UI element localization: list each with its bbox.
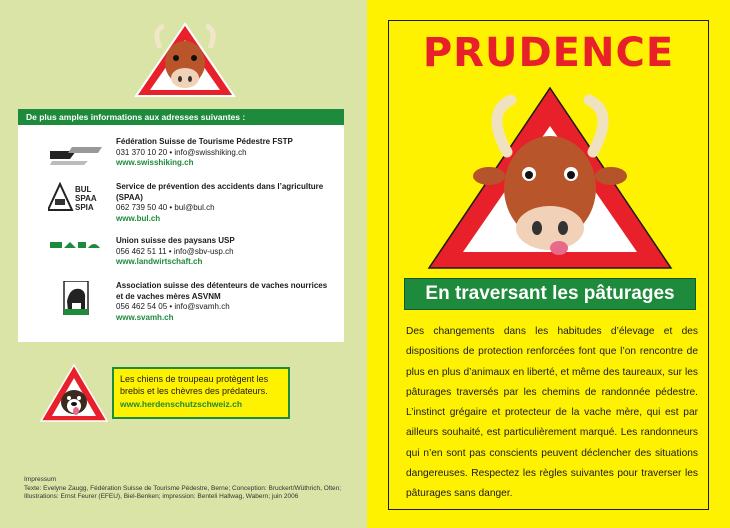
impressum-line-2: Illustrations: Ernst Feurer (EFEU), Biel-Benken; impression: Benteli Hallwag, Wabern; juin 2006	[24, 493, 299, 500]
asvnm-logo-icon	[48, 281, 104, 315]
usp-logo-icon	[48, 236, 104, 270]
spia-logo-text: SPIA	[75, 203, 94, 212]
impressum	[24, 476, 354, 502]
info-header: De plus amples informations aux adresses suivantes :	[18, 109, 344, 125]
org-website-link[interactable]: www.svamh.ch	[116, 312, 174, 322]
herd-protection-link[interactable]: www.herdenschutzschweiz.ch	[120, 399, 243, 409]
org-website-link[interactable]: www.landwirtschaft.ch	[116, 257, 203, 266]
org-website-link[interactable]: www.bul.ch	[116, 213, 161, 223]
org-contact: 056 462 54 05 • info@svamh.ch	[116, 302, 230, 311]
impressum-line-1: Texte: Evelyne Zaugg, Fédération Suisse de Tourisme Pédestre, Berne; Conception: Bruckert/Wüthrich, Olten;	[24, 484, 342, 492]
cow-warning-sign-large	[425, 82, 675, 272]
org-name: Fédération Suisse de Tourisme Pédestre FSTP	[116, 137, 293, 146]
spaa-logo-text: SPAA	[75, 194, 97, 203]
fstp-logo-icon	[48, 137, 104, 171]
subtitle-bar: En traversant les pâturages	[404, 278, 696, 310]
org-name: Association suisse des détenteurs de vaches nourrices et de vaches mères ASVNM	[116, 281, 328, 301]
org-name: Union suisse des paysans USP	[116, 236, 235, 245]
herd-protection-text: Les chiens de troupeau protègent les brebis et les chèvres des prédateurs.	[120, 374, 269, 396]
cow-warning-sign-small	[130, 18, 240, 100]
impressum-label: Impressum	[24, 476, 57, 483]
org-website-link[interactable]: www.swisshiking.ch	[116, 158, 194, 167]
org-contact: 062 739 50 40 • bul@bul.ch	[116, 203, 215, 212]
dog-warning-sign	[38, 362, 110, 424]
herd-protection-box	[112, 367, 290, 419]
info-box	[18, 109, 344, 342]
body-text: Des changements dans les habitudes d’élevage et des dispositions de protection renforcées font que l’on rencontre de plus en plus d’animaux en liberté, et même des taureaux, sur les pâturages traversés par les chemins de randonnée pédestre. L’instinct grégaire et protecteur de la vache mère, qui est par ailleurs souhaité, est particulièrement marqué. Les randonneurs qui n’en sont pas conscients peuvent déclencher des situations dangereuses. Respectez les règles suivantes pour traverser les pâturages sans danger.	[406, 326, 698, 500]
org-name: Service de prévention des accidents dans l’agriculture (SPAA)	[116, 182, 324, 202]
bul-spaa-logo-icon	[48, 182, 104, 216]
bul-logo-text: BUL	[75, 185, 92, 194]
page-title: PRUDENCE	[422, 30, 675, 76]
org-contact: 031 370 10 20 • info@swisshiking.ch	[116, 147, 247, 157]
org-contact: 056 462 51 11 • info@sbv-usp.ch	[116, 246, 234, 256]
